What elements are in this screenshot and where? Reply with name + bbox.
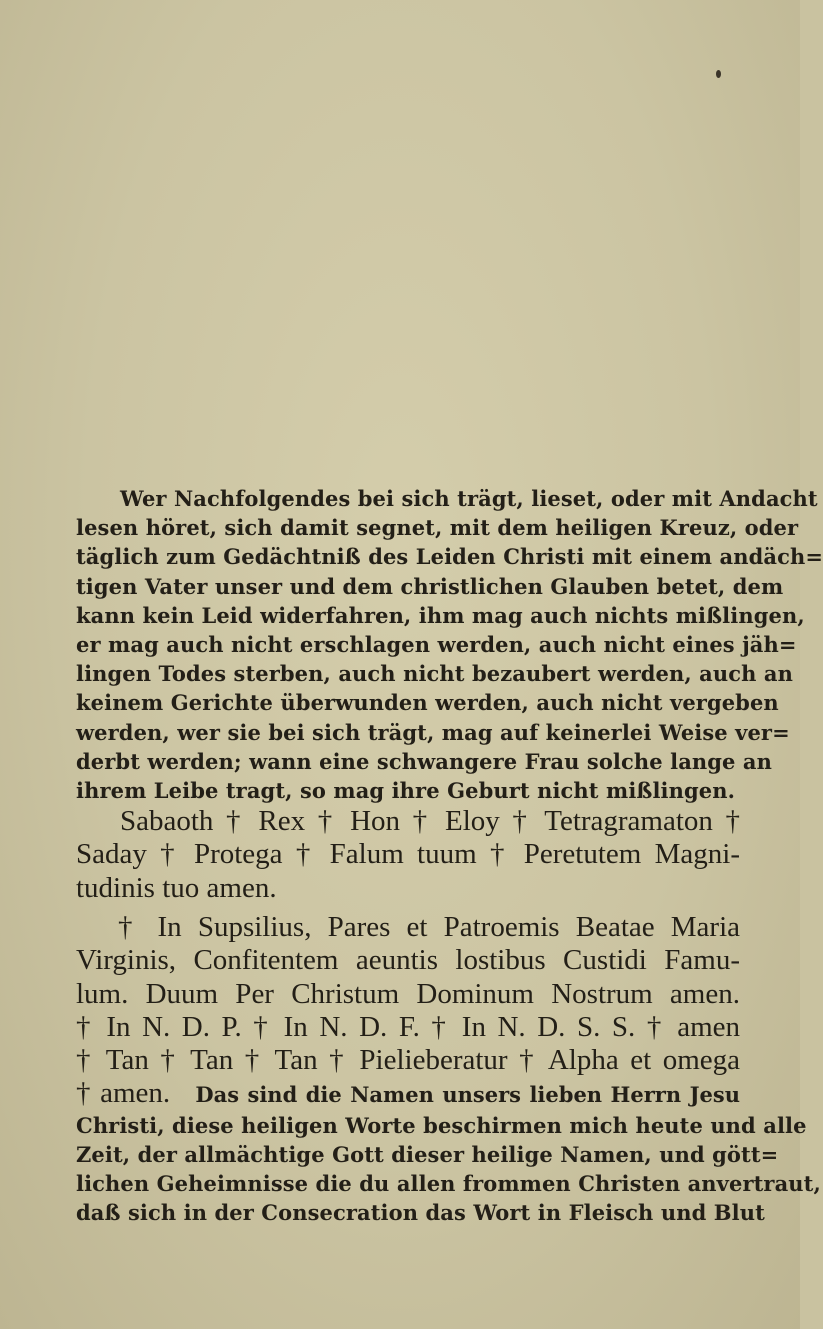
text-line: lesen höret, sich damit segnet, mit dem heiligen Kreuz, oder (76, 515, 799, 541)
paragraph-prayer (76, 911, 740, 1111)
paragraph-closing (76, 1111, 821, 1228)
text-line: Virginis, Confitentem aeuntis lostibus Custidi Famu- (76, 944, 740, 977)
ink-speck (716, 70, 721, 78)
text-line: ihrem Leibe tragt, so mag ihre Geburt nicht mißlingen. (76, 777, 736, 803)
text-line: täglich zum Gedächtniß des Leiden Christi mit einem andäch= (76, 544, 823, 570)
text-line: † In N. D. P. † In N. D. F. † In N. D. S. S. † amen (76, 1010, 740, 1043)
text-line: lichen Geheimnisse die du allen frommen Christen anvertraut, (76, 1171, 821, 1197)
text-line: † Tan † Tan † Tan † Pielieberatur † Alpha et omega (76, 1044, 740, 1077)
text-line: lum. Duum Per Christum Dominum Nostrum amen. (76, 977, 740, 1010)
text-line: Sabaoth † Rex † Hon † Eloy † Tetragramaton † (120, 805, 740, 838)
text-line: † In Supsilius, Pares et Patroemis Beatae Maria (118, 910, 740, 943)
text-line: lingen Todes sterben, auch nicht bezaubert werden, auch an (76, 661, 794, 687)
page-text (76, 484, 823, 1227)
text-line-mixed (76, 1077, 740, 1110)
paragraph-divine-names (76, 805, 740, 905)
paragraph-intro (76, 484, 823, 805)
text-line: kann kein Leid widerfahren, ihm mag auch nichts mißlingen, (76, 602, 805, 628)
text-line: er mag auch nicht erschlagen werden, auch nicht eines jäh= (76, 631, 797, 657)
text-line: tudinis tuo amen. (76, 871, 277, 904)
text-line: Wer Nachfolgendes bei sich trägt, lieset, oder mit Andacht (120, 486, 818, 511)
fraktur-text: Das sind die Namen unsers lieben Herrn Jesu (195, 1082, 741, 1108)
text-line: daß sich in der Consecration das Wort in Fleisch und Blut (76, 1200, 765, 1226)
text-line: Christi, diese heiligen Worte beschirmen mich heute und alle (76, 1112, 807, 1138)
text-line: Zeit, der allmächtige Gott dieser heilige Namen, und gött= (76, 1141, 779, 1167)
text-line: werden, wer sie bei sich trägt, mag auf keinerlei Weise ver= (76, 719, 790, 745)
text-line: tigen Vater unser und dem christlichen Glauben betet, dem (76, 573, 784, 599)
latin-text: † amen. (76, 1077, 171, 1110)
text-line: derbt werden; wann eine schwangere Frau solche lange an (76, 748, 773, 774)
text-line: keinem Gerichte überwunden werden, auch nicht vergeben (76, 690, 779, 716)
text-line: Saday † Protega † Falum tuum † Peretutem Magni- (76, 838, 740, 871)
